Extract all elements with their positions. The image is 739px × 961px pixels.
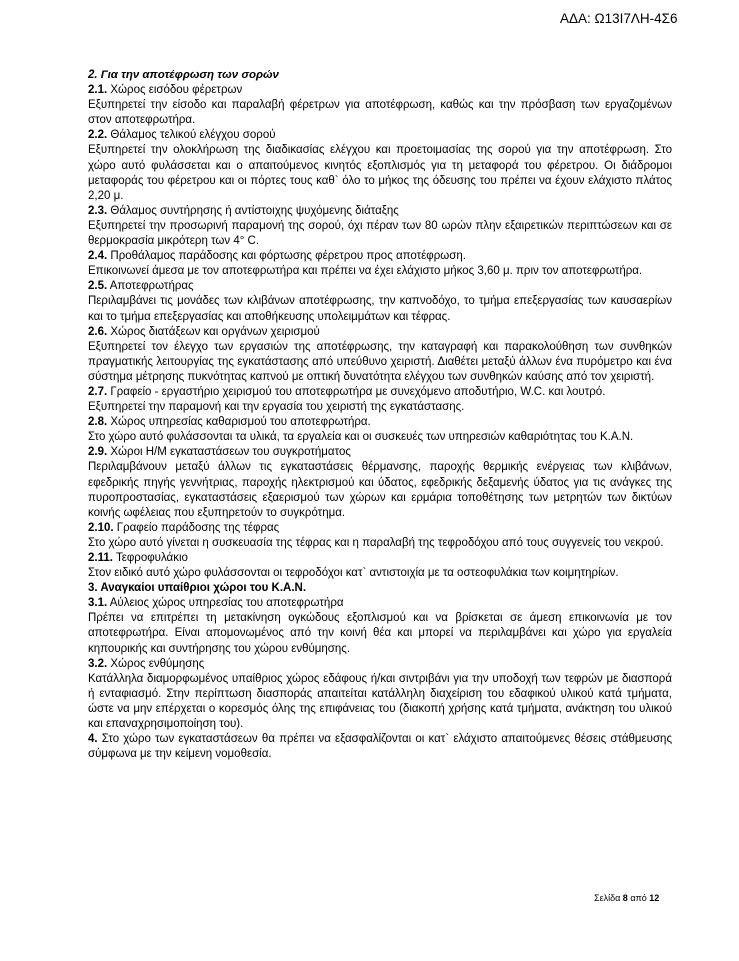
subsection-number: 3.1. [88,597,108,610]
subsection-number: 2.7. [88,385,108,398]
subsection-number: 2.11. [88,552,113,564]
subsection-3-1-body: Πρέπει να επιτρέπει τη μετακίνηση ογκώδους εξοπλισμού και να βρίσκεται σε άμεση επικοινωνία με τον αποτεφρωτήρα. Είναι απομονωμένος από την κοινή θέα και μπορεί να περιλαμβάνει και χώρο για εργαλεία κηπουρικής και συντήρησης του χώρου ενθύμησης. [88,612,672,655]
subsection-2-10-heading [88,521,672,536]
subsection-number: 2.1. [88,84,108,97]
subsection-2-8-heading [88,415,672,430]
subsection-2-1-body: Εξυπηρετεί την είσοδο και παραλαβή φέρετρων για αποτέφρωση, καθώς και την πρόσβαση των εργαζομένων στον αποτεφρωτήρα. [88,99,672,127]
subsection-number: 2.9. [88,446,108,459]
section-number: 4. [88,733,98,746]
subsection-title: Θάλαμος συντήρησης ή αντίστοιχης ψυχόμενης διάταξης [107,204,399,217]
subsection-2-8-body: Στο χώρο αυτό φυλάσσονται τα υλικά, τα εργαλεία και οι συσκευές των υπηρεσιών καθαριότητας του Κ.Α.Ν. [88,431,634,444]
subsection-2-5-heading [88,279,672,294]
subsection-2-4-body: Επικοινωνεί άμεσα με τον αποτεφρωτήρα και πρέπει να έχει ελάχιστο μήκος 3,60 μ. πριν τον αποτεφρωτήρα. [88,265,643,278]
subsection-2-7-body: Εξυπηρετεί την παραμονή και την εργασία του χειριστή της εγκατάστασης. [88,401,465,414]
subsection-title: Χώρος ενθύμησης [107,657,205,670]
subsection-2-5-body: Περιλαμβάνει τις μονάδες των κλιβάνων αποτέφρωσης, την καπνοδόχο, το τμήμα επεξεργασίας των καυσαερίων και το τμήμα επεξεργασίας και αποθήκευσης υπολειμμάτων και τέφρας. [88,295,672,323]
subsection-title: Χώρος εισόδου φέρετρων [107,84,243,97]
subsection-3-1-heading [88,596,672,611]
subsection-number: 2.8. [88,416,108,429]
subsection-title: Χώροι Η/Μ εγκαταστάσεων του συγκροτήματος [107,446,351,459]
subsection-3-2-body: Κατάλληλα διαμορφωμένος υπαίθριος χώρος εδάφους ή/και σιντριβάνι για την υποδοχή των τεφρών με διασπορά ή ενταφιασμό. Στην περίπτωση διασποράς απαιτείται κατάλληλη διαχείριση του εδαφικού υλικού κατά τμήματα, ώστε να μην επέρχεται ο κορεσμός όλης της επιφάνειας του (διακοπή χρήσης κατά τμήματα, ανάκτηση του υλικού και επαναχρησιμοποίηση του). [88,672,672,731]
section-4-paragraph [88,732,672,762]
subsection-title: Χώρος διατάξεων και οργάνων χειρισμού [107,325,320,338]
page-number: 8 [622,893,628,903]
subsection-number: 2.5. [88,280,108,293]
subsection-2-6-body: Εξυπηρετεί τον έλεγχο των εργασιών της αποτέφρωσης, την καταγραφή και παρακολούθηση των συνθηκών πραγματικής λειτουργίας της εγκατάστασης από υπεύθυνο χειριστή. Διαθέτει μεταξύ άλλων ένα πυρόμετρο και ένα σύστημα μέτρησης πυκνότητας καπνού με οπτική δυνατότητα ελέγχου των συνθηκών καύσης από τον χειριστή. [88,340,672,383]
subsection-number: 2.3. [88,204,108,217]
footer-middle: από [627,893,650,903]
subsection-number: 2.4. [88,250,108,263]
ada-code: ΑΔΑ: Ω13Ι7ΛΗ-4Σ6 [560,11,678,26]
subsection-title: Αύλειος χώρος υπηρεσίας του αποτεφρωτήρα [107,597,344,610]
subsection-2-2-heading [88,128,672,143]
subsection-title: Προθάλαμος παράδοσης και φόρτωσης φέρετρου προς αποτέφρωση. [107,250,466,263]
subsection-title: Γραφείο - εργαστήριο χειρισμού του αποτεφρωτήρα με συνεχόμενο αποδυτήριο, W.C. και λουτρό. [107,385,606,398]
subsection-2-6-heading [88,325,672,340]
page-total: 12 [649,893,660,903]
subsection-2-11-heading [88,551,672,566]
subsection-number: 3.2. [88,657,108,670]
page-footer [594,893,659,903]
document-body [88,68,672,762]
section-2-title: 2. Για την αποτέφρωση των σορών [88,69,279,81]
subsection-number: 2.10. [88,521,114,534]
subsection-2-7-heading [88,385,672,400]
subsection-title: Γραφείο παράδοσης της τέφρας [113,521,280,534]
footer-prefix: Σελίδα [594,893,623,903]
subsection-title: Αποτεφρωτήρας [107,280,194,293]
subsection-number: 2.2. [88,129,108,142]
subsection-2-3-body: Εξυπηρετεί την προσωρινή παραμονή της σορού, όχι πέραν των 80 ωρών πλην εξαιρετικών περιπτώσεων και σε θερμοκρασία μικρότερη των 4° C. [88,219,672,248]
subsection-2-9-heading [88,445,672,460]
subsection-2-10-body: Στο χώρο αυτό γίνεται η συσκευασία της τέφρας και η παραλαβή της τεφροδόχου από τους συγγενείς του νεκρού. [88,536,664,549]
subsection-2-1-heading [88,83,672,98]
subsection-2-3-heading [88,204,672,219]
subsection-2-9-body: Περιλαμβάνουν μεταξύ άλλων τις εγκαταστάσεις θέρμανσης, παροχής θερμικής ενέργειας των κλιβάνων, εφεδρικής πηγής γεννήτριας, παροχής ηλεκτρισμού και ύδατος, εφεδρικής δεξαμενής ύδατος για τις ανάγκες της πυροπροστασίας, εγκαταστάσεις εξαερισμού των χώρων και ερμάρια τοποθέτησης των μετρητών των δικτύων κοινής ωφέλειας που εξυπηρετούν το συγκρότημα. [88,461,672,519]
subsection-title: Θάλαμος τελικού ελέγχου σορού [107,129,276,142]
subsection-2-4-heading [88,249,672,264]
subsection-number: 2.6. [88,325,108,338]
section-4-body: Στο χώρο των εγκαταστάσεων θα πρέπει να εξασφαλίζονται οι κατ` ελάχιστο απαιτούμενες θέσεις στάθμευσης σύμφωνα με την κείμενη νομοθεσία. [88,733,672,761]
subsection-3-2-heading [88,657,672,672]
subsection-title: Χώρος υπηρεσίας καθαρισμού του αποτεφρωτήρα. [107,416,371,429]
subsection-title: Τεφροφυλάκιο [112,552,188,564]
section-3-title: 3. Αναγκαίοι υπαίθριοι χώροι του Κ.Α.Ν. [88,582,307,595]
subsection-2-11-body: Στον ειδικό αυτό χώρο φυλάσσονται οι τεφροδόχοι κατ` αντιστοιχία με τα οστεοφυλάκια των κοιμητηρίων. [88,567,619,580]
subsection-2-2-body: Εξυπηρετεί την ολοκλήρωση της διαδικασίας ελέγχου και προετοιμασίας της σορού για την αποτέφρωση. Στο χώρο αυτό φυλάσσεται και ο απαιτούμενος κινητός εξοπλισμός για τη μεταφορά του φέρετρου. Οι διάδρομοι μεταφοράς του φέρετρου και οι πόρτες τους καθ` όλο το μήκος της όδευσης του πρέπει να έχουν ελάχιστο πλάτος 2,20 μ. [88,144,672,202]
